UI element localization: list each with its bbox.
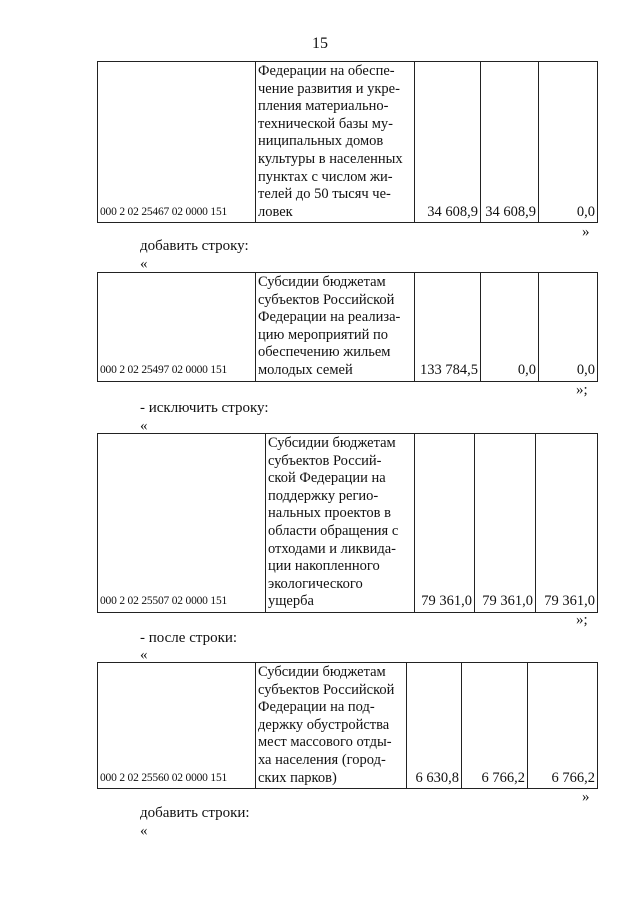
name-line: поддержку регио- (268, 487, 379, 504)
table-row (98, 273, 598, 382)
name-line: обеспечению жильем (258, 344, 391, 361)
name-line: чение развития и укре- (258, 80, 400, 97)
name-line: ловек (258, 203, 293, 220)
value-cell: 79 361,0 (536, 434, 598, 613)
budget-code-cell: 000 2 02 25497 02 0000 151 (98, 273, 256, 382)
name-line: пления материально- (258, 98, 389, 115)
closing-quote: »; (576, 382, 588, 398)
closing-quote: »; (576, 612, 588, 628)
name-line: нальных проектов в (268, 505, 391, 522)
name-line: субъектов Российской (258, 291, 395, 308)
name-line: субъектов Россий- (268, 452, 382, 469)
name-line: Субсидии бюджетам (258, 664, 386, 680)
value-cell: 6 766,2 (528, 663, 598, 789)
name-line: Субсидии бюджетам (258, 274, 386, 290)
instruction-add-rows: добавить строки: (140, 805, 250, 821)
name-line: ха населения (город- (258, 751, 386, 768)
name-line: Федерации на реализа- (258, 309, 401, 326)
instruction-add-row: добавить строку: (140, 238, 249, 254)
subsidy-name-cell (256, 62, 415, 223)
open-quote: « (140, 418, 148, 434)
name-line: Субсидии бюджетам (268, 435, 396, 452)
value-cell: 79 361,0 (475, 434, 536, 613)
name-line: экологического (268, 575, 363, 592)
name-line: ских парков) (258, 769, 337, 786)
subsidy-name-cell (266, 434, 415, 613)
value-cell: 34 608,9 (415, 62, 481, 223)
budget-code-cell: 000 2 02 25507 02 0000 151 (98, 434, 266, 613)
value-cell: 79 361,0 (415, 434, 475, 613)
value-cell: 0,0 (481, 273, 539, 382)
name-line: мест массового отды- (258, 734, 392, 751)
value-cell: 34 608,9 (481, 62, 539, 223)
closing-quote: » (582, 789, 590, 805)
name-line: цию мероприятий по (258, 326, 389, 343)
name-line: молодых семей (258, 361, 353, 378)
budget-table-2 (97, 272, 598, 382)
budget-code-cell: 000 2 02 25560 02 0000 151 (98, 663, 256, 789)
instruction-after-row: - после строки: (140, 630, 238, 646)
budget-table-3 (97, 433, 598, 613)
name-line: Федерации на под- (258, 699, 375, 716)
open-quote: « (140, 647, 148, 663)
name-line: культуры в населенных (258, 150, 403, 167)
open-quote: « (140, 256, 148, 272)
name-line: ции накопленного (268, 558, 380, 575)
value-cell: 6 630,8 (407, 663, 462, 789)
name-line: пунктах с числом жи- (258, 168, 393, 185)
subsidy-name-cell (256, 273, 415, 382)
budget-table-1 (97, 61, 598, 223)
value-cell: 6 766,2 (462, 663, 528, 789)
instruction-exclude-row: - исключить строку: (140, 400, 269, 416)
name-line: ской Федерации на (268, 470, 386, 487)
table-row (98, 434, 598, 613)
table-row (98, 663, 598, 789)
budget-table-4 (97, 662, 598, 789)
open-quote: « (140, 823, 148, 839)
name-line: держку обустройства (258, 716, 390, 733)
closing-quote: » (582, 224, 590, 240)
subsidy-name-cell (256, 663, 407, 789)
table-row (98, 62, 598, 223)
name-line: Федерации на обеспе- (258, 63, 395, 79)
budget-code-cell: 000 2 02 25467 02 0000 151 (98, 62, 256, 223)
name-line: телей до 50 тысяч че- (258, 186, 391, 203)
name-line: ущерба (268, 593, 314, 610)
value-cell: 133 784,5 (415, 273, 481, 382)
name-line: отходами и ликвида- (268, 540, 396, 557)
value-cell: 0,0 (539, 62, 598, 223)
name-line: области обращения с (268, 523, 399, 540)
name-line: ниципальных домов (258, 133, 384, 150)
name-line: технической базы му- (258, 115, 393, 132)
value-cell: 0,0 (539, 273, 598, 382)
name-line: субъектов Российской (258, 681, 395, 698)
page-number: 15 (312, 35, 328, 52)
